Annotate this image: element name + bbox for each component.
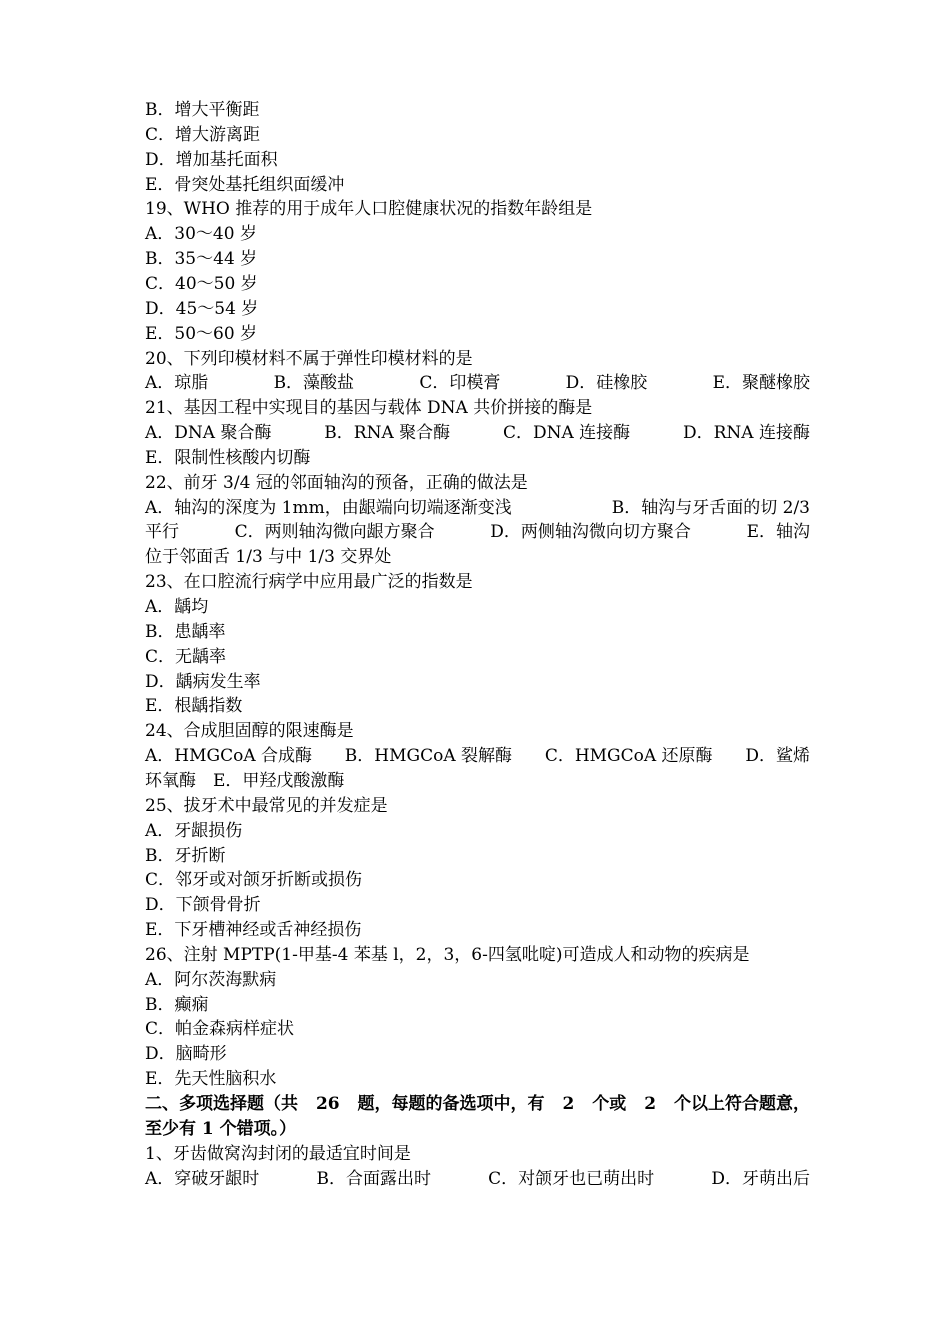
text-line: B．35～44 岁: [145, 249, 258, 270]
text-segment: 26: [315, 1094, 340, 1114]
text-segment: E．聚醚橡胶: [712, 373, 810, 394]
text-segment: B．藻酸盐: [273, 373, 355, 394]
text-line: 环氧酶 E．甲羟戊酸激酶: [145, 770, 345, 791]
text-segment: A．穿破牙龈时: [145, 1168, 260, 1189]
text-line: C．邻牙或对颌牙折断或损伤: [145, 870, 363, 891]
text-line: C．增大游离距: [145, 124, 261, 145]
text-segment: C．印模膏: [419, 373, 501, 394]
text-line: [145, 373, 810, 393]
text-line: D．下颌骨骨折: [145, 895, 261, 916]
text-segment: B．轴沟与牙舌面的切 2/3: [611, 497, 810, 518]
text-line: 22、前牙 3/4 冠的邻面轴沟的预备，正确的做法是: [145, 472, 528, 493]
text-line: 1、牙齿做窝沟封闭的最适宜时间是: [145, 1143, 411, 1164]
text-line: A．牙龈损伤: [145, 820, 243, 841]
text-segment: C．对颌牙也已萌出时: [488, 1168, 655, 1189]
text-segment: D．RNA 连接酶: [682, 423, 810, 444]
text-line: A．30～40 岁: [145, 224, 257, 245]
text-line: [145, 746, 810, 766]
text-line: 26、注射 MPTP(1-甲基-4 苯基 l，2，3，6-四氢吡啶)可造成人和动物的疾病是: [145, 944, 750, 965]
text-segment: 2: [644, 1094, 657, 1114]
text-segment: 个或: [592, 1094, 627, 1114]
text-segment: B．HMGCoA 裂解酶: [344, 746, 513, 767]
text-segment: A．琼脂: [145, 373, 209, 394]
text-line: C．40～50 岁: [145, 273, 258, 294]
text-segment: D．两侧轴沟微向切方聚合: [490, 522, 691, 543]
text-line: A．阿尔茨海默病: [145, 969, 277, 990]
text-line: B．患龋率: [145, 621, 226, 642]
text-line: E．先天性脑积水: [145, 1069, 277, 1090]
text-line: C．帕金森病样症状: [145, 1019, 295, 1040]
text-segment: B．合面露出时: [316, 1168, 431, 1189]
text-line: E．50～60 岁: [145, 323, 258, 344]
text-line: 至少有 1 个错项。）: [145, 1118, 297, 1139]
text-line: [145, 498, 810, 518]
text-line: B．癫痫: [145, 994, 209, 1015]
text-line: D．增加基托面积: [145, 149, 278, 170]
text-segment: A．DNA 聚合酶: [145, 423, 272, 444]
text-line: E．骨突处基托组织面缓冲: [145, 174, 345, 195]
text-line: 位于邻面舌 1/3 与中 1/3 交界处: [145, 547, 392, 568]
text-line: B．牙折断: [145, 845, 226, 866]
text-segment: B．RNA 聚合酶: [324, 423, 451, 444]
text-segment: 二、多项选择题（共: [145, 1094, 298, 1114]
text-line: 25、拔牙术中最常见的并发症是: [145, 795, 388, 816]
text-line: [145, 1094, 810, 1114]
text-segment: D．牙萌出后: [711, 1168, 810, 1189]
text-line: 19、WHO 推荐的用于成年人口腔健康状况的指数年龄组是: [145, 199, 593, 220]
text-line: D．45～54 岁: [145, 298, 259, 319]
text-segment: A．HMGCoA 合成酶: [145, 746, 313, 767]
text-line: E．限制性核酸内切酶: [145, 447, 311, 468]
text-line: [145, 1169, 810, 1189]
text-line: B．增大平衡距: [145, 100, 260, 120]
text-line: 20、下列印模材料不属于弹性印模材料的是: [145, 348, 473, 369]
text-segment: D．硅橡胶: [565, 373, 648, 394]
text-line: 21、基因工程中实现目的基因与载体 DNA 共价拼接的酶是: [145, 398, 593, 419]
text-line: E．根龋指数: [145, 696, 243, 717]
text-segment: 题，每题的备选项中，有: [357, 1094, 545, 1114]
text-line: A．龋均: [145, 597, 209, 617]
text-line: [145, 522, 810, 542]
text-line: D．龋病发生率: [145, 671, 261, 692]
text-segment: C．两则轴沟微向龈方聚合: [234, 522, 435, 543]
text-segment: C．DNA 连接酶: [502, 423, 631, 444]
text-line: 23、在口腔流行病学中应用最广泛的指数是: [145, 572, 473, 593]
text-segment: D．鲨烯: [745, 746, 810, 767]
text-segment: 个以上符合题意，: [673, 1094, 810, 1114]
text-line: [145, 423, 810, 443]
text-line: C．无龋率: [145, 646, 227, 667]
text-segment: A．轴沟的深度为 1mm，由龈端向切端逐渐变浅: [145, 497, 512, 518]
text-line: 24、合成胆固醇的限速酶是: [145, 721, 354, 742]
text-segment: 平行: [145, 522, 179, 543]
text-line: E．下牙槽神经或舌神经损伤: [145, 920, 362, 941]
text-segment: 2: [562, 1094, 575, 1114]
text-segment: C．HMGCoA 还原酶: [544, 746, 713, 767]
text-segment: E．轴沟: [746, 522, 810, 543]
text-line: D．脑畸形: [145, 1044, 227, 1065]
